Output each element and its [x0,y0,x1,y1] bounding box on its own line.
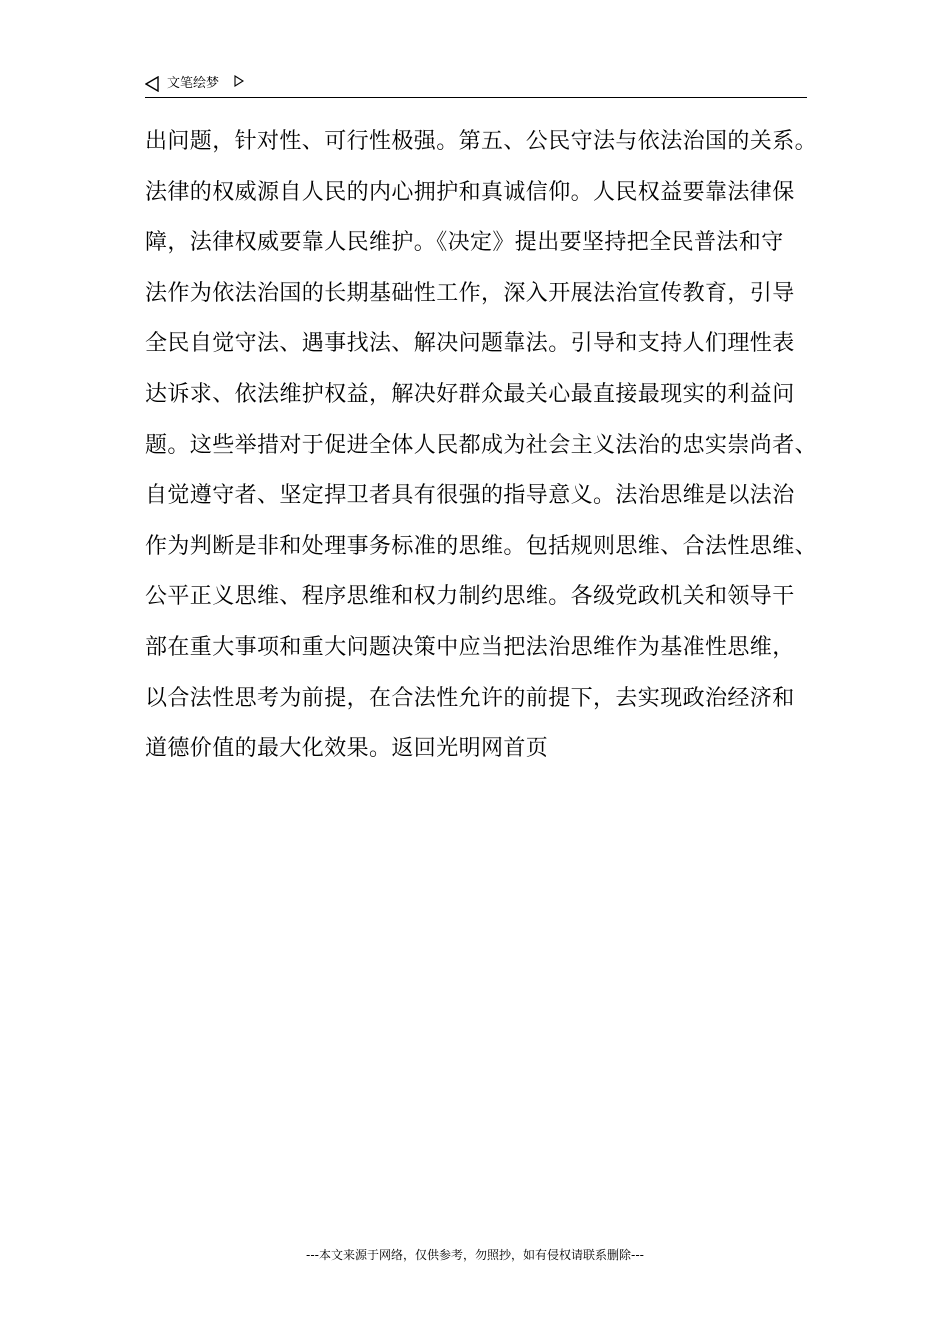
body-line: 障，法律权威要靠人民维护。《决定》提出要坚持把全民普法和守 [145,230,784,256]
document-body [145,129,818,789]
body-line: 出问题，针对性、可行性极强。第五、公民守法与依法治国的关系。 [145,129,818,154]
body-line: 全民自觉守法、遇事找法、解决问题靠法。引导和支持人们理性表 [145,331,795,357]
body-line: 题。这些举措对于促进全体人民都成为社会主义法治的忠实崇尚者、 [145,432,818,458]
triangle-left-outline-icon [145,76,159,92]
body-line: 达诉求、依法维护权益，解决好群众最关心最直接最现实的利益问 [145,381,795,407]
body-line: 作为判断是非和处理事务标准的思维。包括规则思维、合法性思维、 [145,533,818,559]
body-line: 道德价值的最大化效果。返回光明网首页 [145,736,549,762]
body-line: 法律的权威源自人民的内心拥护和真诚信仰。人民权益要靠法律保 [145,179,795,205]
header-divider [145,97,807,98]
page-header [145,72,807,98]
body-line: 以合法性思考为前提，在合法性允许的前提下，去实现政治经济和 [145,685,795,711]
page-footer: ---本文来源于网络，仅供参考，勿照抄，如有侵权请联系删除--- [306,1248,644,1262]
body-line: 自觉遵守者、坚定捍卫者具有很强的指导意义。法治思维是以法治 [145,483,795,509]
body-line: 公平正义思维、程序思维和权力制约思维。各级党政机关和领导干 [145,584,795,610]
body-line: 部在重大事项和重大问题决策中应当把法治思维作为基准性思维， [145,634,795,660]
triangle-right-outline-icon [234,75,244,87]
body-line: 法作为依法治国的长期基础性工作，深入开展法治宣传教育，引导 [145,280,795,306]
header-title: 文笔绘梦 [167,76,220,91]
